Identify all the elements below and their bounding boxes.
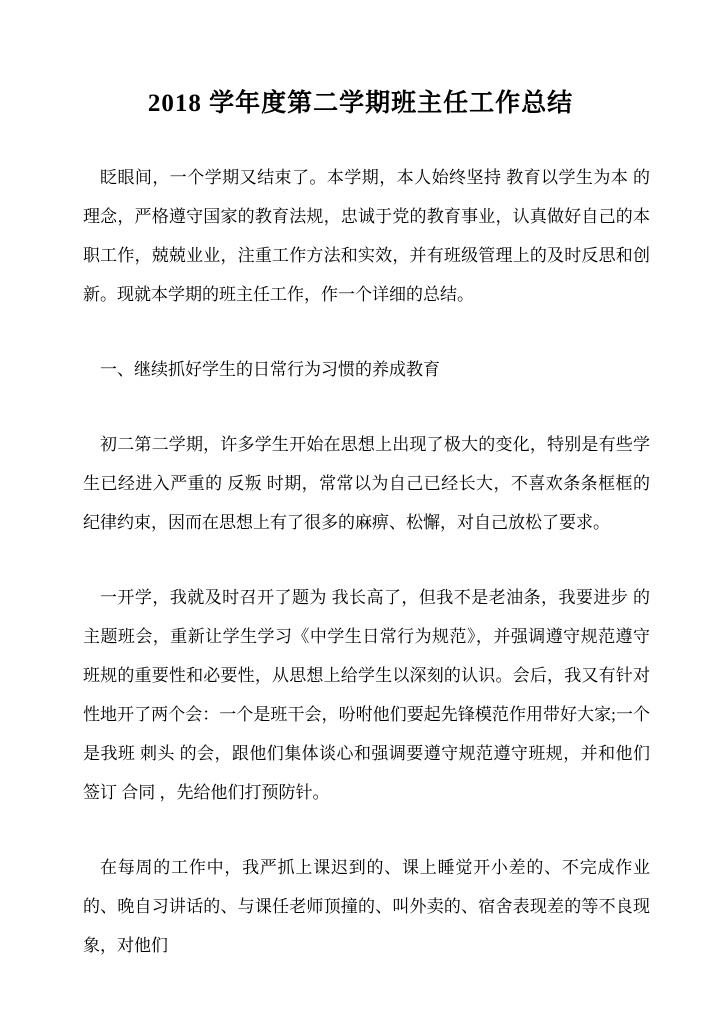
section-heading-1: 一、继续抓好学生的日常行为习惯的养成教育 [100,360,440,379]
paragraph-class-meetings: 一开学，我就及时召开了题为 我长高了，但我不是老油条，我要进步 的主题班会，重新让学生学习《中学生日常行为规范》，并强调遵守规范遵守班规的重要性和必要性，从思想上给学生以深刻的认识。会后，我又有针对性地开了两个会：一个是班干会，吩咐他们要起先锋模范作用带好大家;一个是我班 刺头 的会，跟他们集体谈心和强调要遵守规范遵守班规，并和他们签订 合同 ，先给他们打预防针。 [83,588,650,802]
document-title: 2018 学年度第二学期班主任工作总结 [147,90,574,117]
paragraph-intro: 眨眼间，一个学期又结束了。本学期，本人始终坚持 教育以学生为本 的理念，严格遵守国家的教育法规，忠诚于党的教育事业，认真做好自己的本职工作，兢兢业业，注重工作方法和实效，并有班级管理上的及时反思和创新。现就本学期的班主任工作，作一个详细的总结。 [83,168,650,304]
paragraph-student-changes: 初二第二学期，许多学生开始在思想上出现了极大的变化，特别是有些学生已经进入严重的 反叛 时期，常常以为自己已经长大，不喜欢条条框框的纪律约束，因而在思想上有了很多的麻痹、松懈，对自己放松了要求。 [83,435,650,532]
paragraph-weekly-work: 在每周的工作中，我严抓上课迟到的、课上睡觉开小差的、不完成作业的、晚自习讲话的、与课任老师顶撞的、叫外卖的、宿舍表现差的等不良现象，对他们 [83,858,650,955]
document-body [83,158,650,965]
